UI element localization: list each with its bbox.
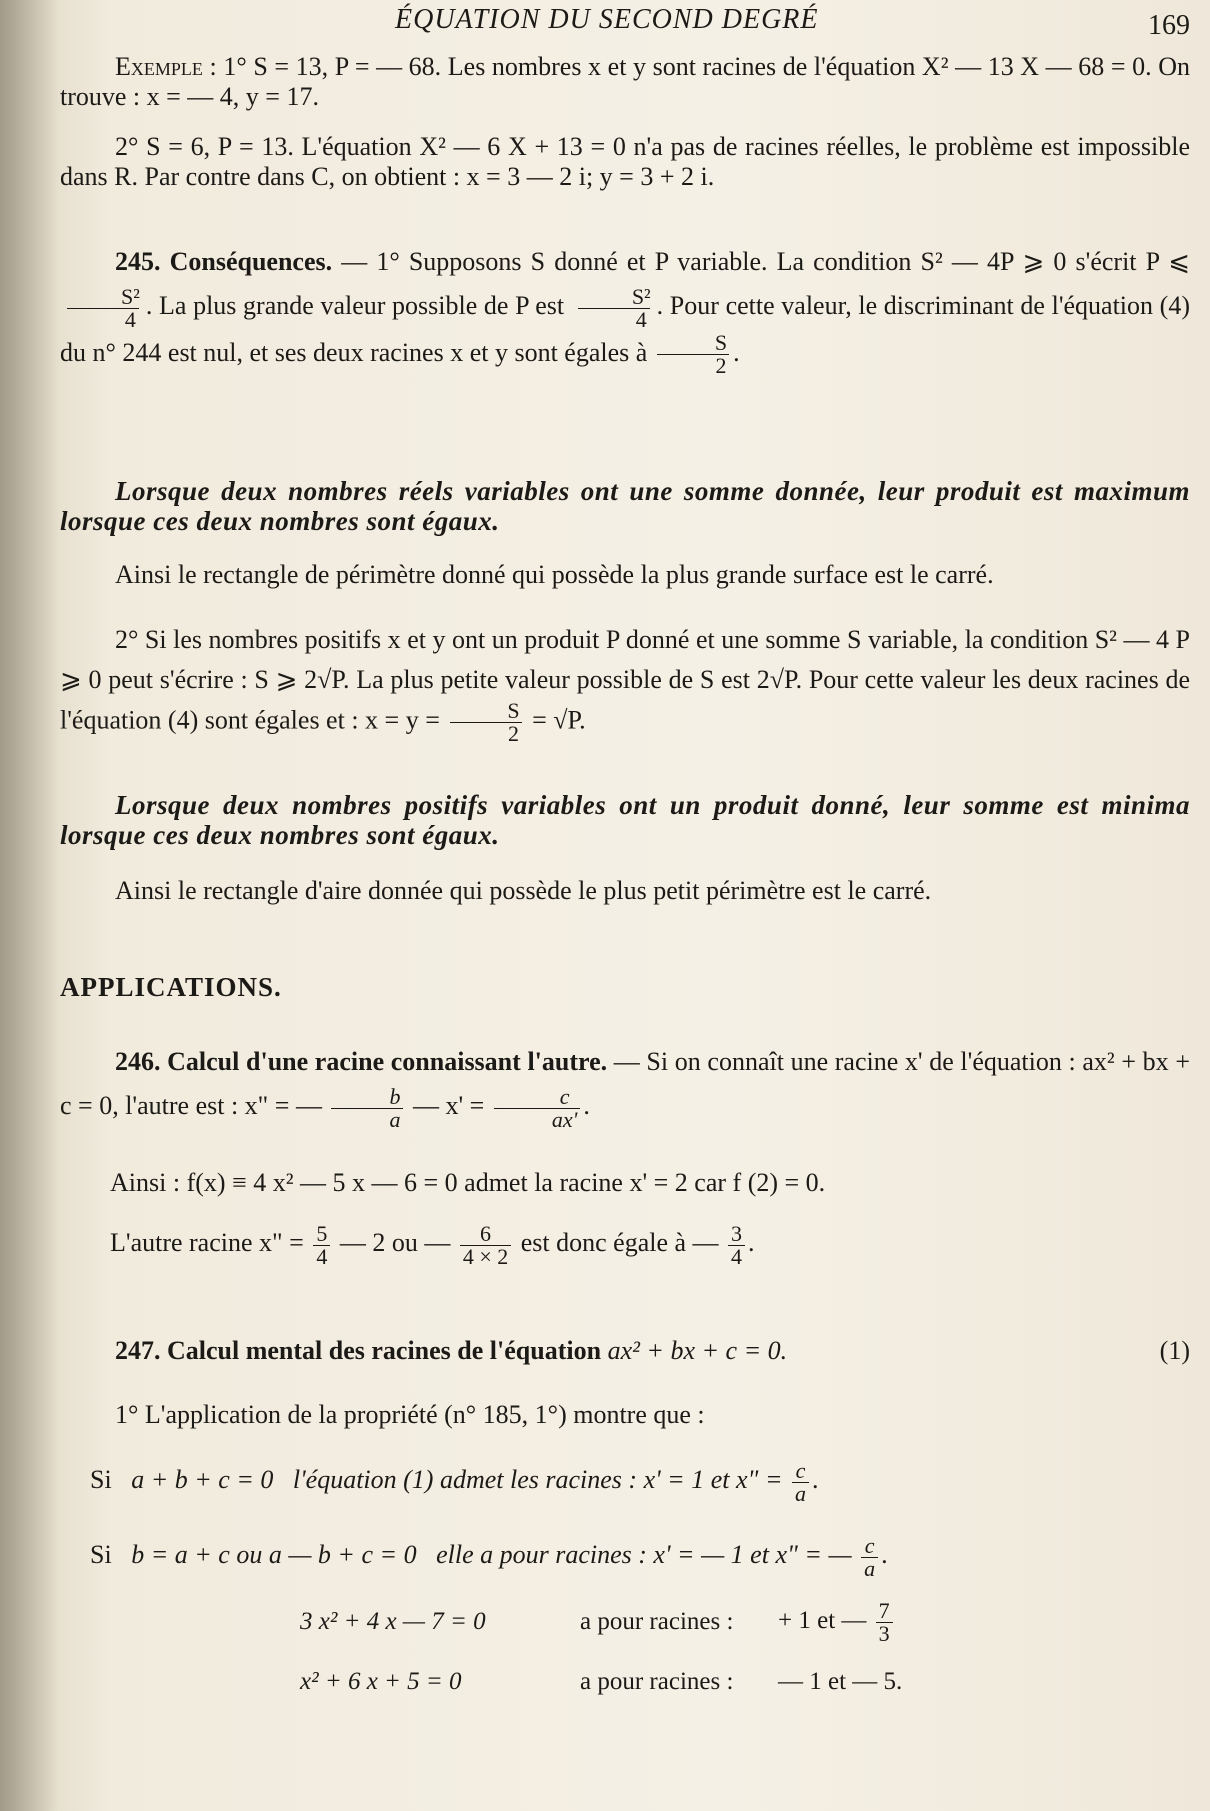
section-245-part-2 — [60, 620, 1190, 745]
example-2-text-b: — 2 ou — — [339, 1228, 451, 1257]
section-245-paragraph — [60, 240, 1190, 377]
section-247-intro — [60, 1400, 1190, 1430]
running-header — [60, 4, 1190, 44]
case-1-end: . — [812, 1465, 819, 1494]
fraction-numerator: 5 — [316, 1220, 328, 1246]
section-247-heading-row — [60, 1336, 1190, 1366]
fraction-3-over-4 — [728, 1220, 745, 1269]
fraction-denominator: a — [792, 1482, 809, 1505]
section-247-heading: 247. Calcul mental des racines de l'équation — [115, 1336, 602, 1365]
section-245 — [60, 240, 1190, 377]
example-equation-1-roots — [778, 1600, 896, 1645]
fraction-numerator: S — [507, 698, 520, 723]
part-2-text-a: 2° Si les nombres positifs x et y ont un produit P donné et une somme S variable, la condition S² — 4 P ⩾ 0 peut s'écrire : S ⩾ 2√P. La plus petite valeur possible de S est 2√P. Pour cette valeur les deux racines de l'équation (4) sont égales et : x = y = — [60, 625, 1190, 735]
example-lead: Exemple — [115, 52, 203, 81]
rectangle-remark-2-text: Ainsi le rectangle d'aire donnée qui possède le plus petit périmètre est le carré. — [115, 876, 932, 905]
case-2 — [60, 1530, 1190, 1580]
case-1-result: l'équation (1) admet les racines : x' = 1 et x" = — [292, 1465, 783, 1494]
fraction-denominator: 4 — [313, 1245, 330, 1268]
fraction-denominator: ax' — [494, 1108, 580, 1131]
example-1-paragraph — [60, 52, 1190, 112]
fraction-denominator: 4 × 2 — [460, 1245, 511, 1268]
case-2-si: Si — [90, 1540, 112, 1569]
equation-number: (1) — [1159, 1336, 1190, 1365]
part-2-text-b: = √P. — [532, 705, 586, 735]
fraction-denominator: a — [331, 1108, 403, 1131]
section-246-text-2: — x' = — [412, 1091, 485, 1120]
fraction-b-over-a — [331, 1083, 403, 1132]
fraction-numerator: S² — [121, 283, 140, 309]
case-2-end: . — [881, 1540, 888, 1569]
section-246-example-1 — [110, 1168, 1190, 1198]
rectangle-remark-1 — [60, 560, 1190, 590]
example-2-text-a: L'autre racine x" = — [110, 1228, 304, 1257]
fraction-denominator: 4 — [728, 1245, 745, 1268]
example-1-text: : 1° S = 13, P = — 68. Les nombres x et y sont racines de l'équation X² — 13 X — 68 = 0. On trouve : x = — 4, y = 17. — [60, 52, 1190, 111]
fraction-s-over-2-b — [449, 700, 522, 745]
example-equation-2-roots: — 1 et — 5. — [778, 1668, 903, 1695]
fraction-numerator: c — [864, 1532, 875, 1558]
rule-1-text: Lorsque deux nombres réels variables ont une somme donnée, leur produit est maximum lorsque ces deux nombres sont égaux. — [60, 476, 1190, 536]
example-2-paragraph: 2° S = 6, P = 13. L'équation X² — 6 X + 13 = 0 n'a pas de racines réelles, le problème est impossible dans R. Par contre dans C, on obtient : x = 3 — 2 i; y = 3 + 2 i. — [60, 132, 1190, 191]
rule-2-text: Lorsque deux nombres positifs variables ont un produit donné, leur somme est minima lorsque ces deux nombres sont égaux. — [60, 790, 1190, 850]
fraction-numerator: c — [795, 1457, 806, 1483]
example-2-text-c: est donc égale à — — [520, 1228, 719, 1257]
rectangle-remark-2 — [60, 876, 1190, 906]
case-1 — [60, 1455, 1190, 1505]
fraction-c-over-a — [792, 1457, 809, 1506]
section-246-heading: 246. Calcul d'une racine connaissant l'autre. — [115, 1047, 608, 1076]
section-246-text-1: — Si on connaît une racine x' de l'équation : ax² + bx + c = 0, l'autre est : x" = — — [60, 1047, 1190, 1120]
section-245-part-2-text — [60, 620, 1190, 745]
section-245-text-3: . Pour cette valeur, le discriminant de l'équation (4) du n° 244 est nul, et ses deux racines x et y sont égales à — [60, 291, 1190, 367]
section-245-heading: 245. Conséquences. — [115, 247, 333, 276]
applications-title: APPLICATIONS. — [60, 972, 282, 1002]
section-245-text-1: — 1° Supposons S donné et P variable. La condition S² — 4P ⩾ 0 s'écrit P ⩽ — [341, 247, 1191, 276]
rule-2 — [60, 790, 1190, 850]
fraction-denominator: 4 — [578, 308, 650, 331]
section-245-text-4: . — [733, 337, 740, 367]
section-246-example-1-text: Ainsi : f(x) ≡ 4 x² — 5 x — 6 = 0 admet la racine x' = 2 car f (2) = 0. — [110, 1168, 826, 1197]
rectangle-remark-1-text: Ainsi le rectangle de périmètre donné qui possède la plus grande surface est le carré. — [115, 560, 994, 589]
fraction-numerator: 7 — [878, 1598, 890, 1623]
section-246-text-3: . — [583, 1091, 590, 1120]
fraction-numerator: 6 — [480, 1220, 492, 1246]
section-246-paragraph — [60, 1040, 1190, 1131]
fraction-numerator: 3 — [731, 1220, 743, 1246]
section-246-example-2 — [110, 1218, 1190, 1268]
page-number: 169 — [1148, 10, 1190, 41]
fraction-6-over-4x2 — [460, 1220, 511, 1269]
case-2-line — [60, 1530, 1190, 1580]
page-content — [60, 0, 1190, 1811]
example-equation-1 — [60, 1600, 1190, 1650]
example-equation-1-roots-text: + 1 et — — [778, 1607, 867, 1635]
fraction-numerator: c — [559, 1083, 570, 1109]
fraction-numerator: b — [389, 1083, 401, 1109]
example-equation-1-expr: 3 x² + 4 x — 7 = 0 — [300, 1608, 486, 1635]
fraction-denominator: 4 — [67, 308, 139, 331]
fraction-7-over-3 — [876, 1600, 893, 1645]
section-247-heading-line — [60, 1336, 1190, 1366]
fraction-numerator: S — [714, 330, 728, 356]
example-1 — [60, 52, 1190, 112]
book-gutter-shadow — [0, 0, 60, 1811]
example-equation-1-label: a pour racines : — [580, 1608, 734, 1635]
fraction-s-over-2 — [657, 332, 730, 377]
fraction-denominator: 2 — [450, 722, 522, 745]
example-equation-2-expr: x² + 6 x + 5 = 0 — [300, 1668, 462, 1695]
fraction-denominator: 2 — [657, 354, 729, 377]
example-2 — [60, 132, 1190, 192]
example-2-text-d: . — [748, 1228, 755, 1257]
case-1-si: Si — [90, 1465, 112, 1494]
example-equation-2-label: a pour racines : — [580, 1668, 734, 1695]
case-1-line — [60, 1455, 1190, 1505]
section-247-intro-text: 1° L'application de la propriété (n° 185, 1°) montre que : — [115, 1400, 705, 1429]
section-246-example-2-text — [110, 1218, 1190, 1268]
fraction-c-over-a-b — [861, 1532, 878, 1581]
section-245-text-2: . La plus grande valeur possible de P est — [145, 291, 565, 320]
fraction-s2-over-4 — [63, 283, 143, 332]
fraction-numerator: S² — [631, 283, 651, 309]
fraction-c-over-ax — [494, 1083, 580, 1132]
section-246 — [60, 1040, 1190, 1131]
example-equation-2 — [60, 1668, 1190, 1708]
running-title: ÉQUATION DU SECOND DEGRÉ — [395, 4, 819, 35]
rule-1 — [60, 476, 1190, 536]
case-2-result: elle a pour racines : x' = — 1 et x" = — — [436, 1540, 852, 1569]
fraction-s2-over-4-b — [574, 283, 654, 332]
section-247-equation: ax² + bx + c = 0. — [607, 1336, 788, 1365]
fraction-denominator: 3 — [876, 1622, 893, 1645]
case-1-condition: a + b + c = 0 — [131, 1465, 274, 1494]
case-2-condition: b = a + c ou a — b + c = 0 — [131, 1540, 417, 1569]
applications-heading — [60, 972, 1190, 1002]
fraction-5-over-4 — [313, 1220, 330, 1269]
fraction-denominator: a — [861, 1557, 878, 1580]
